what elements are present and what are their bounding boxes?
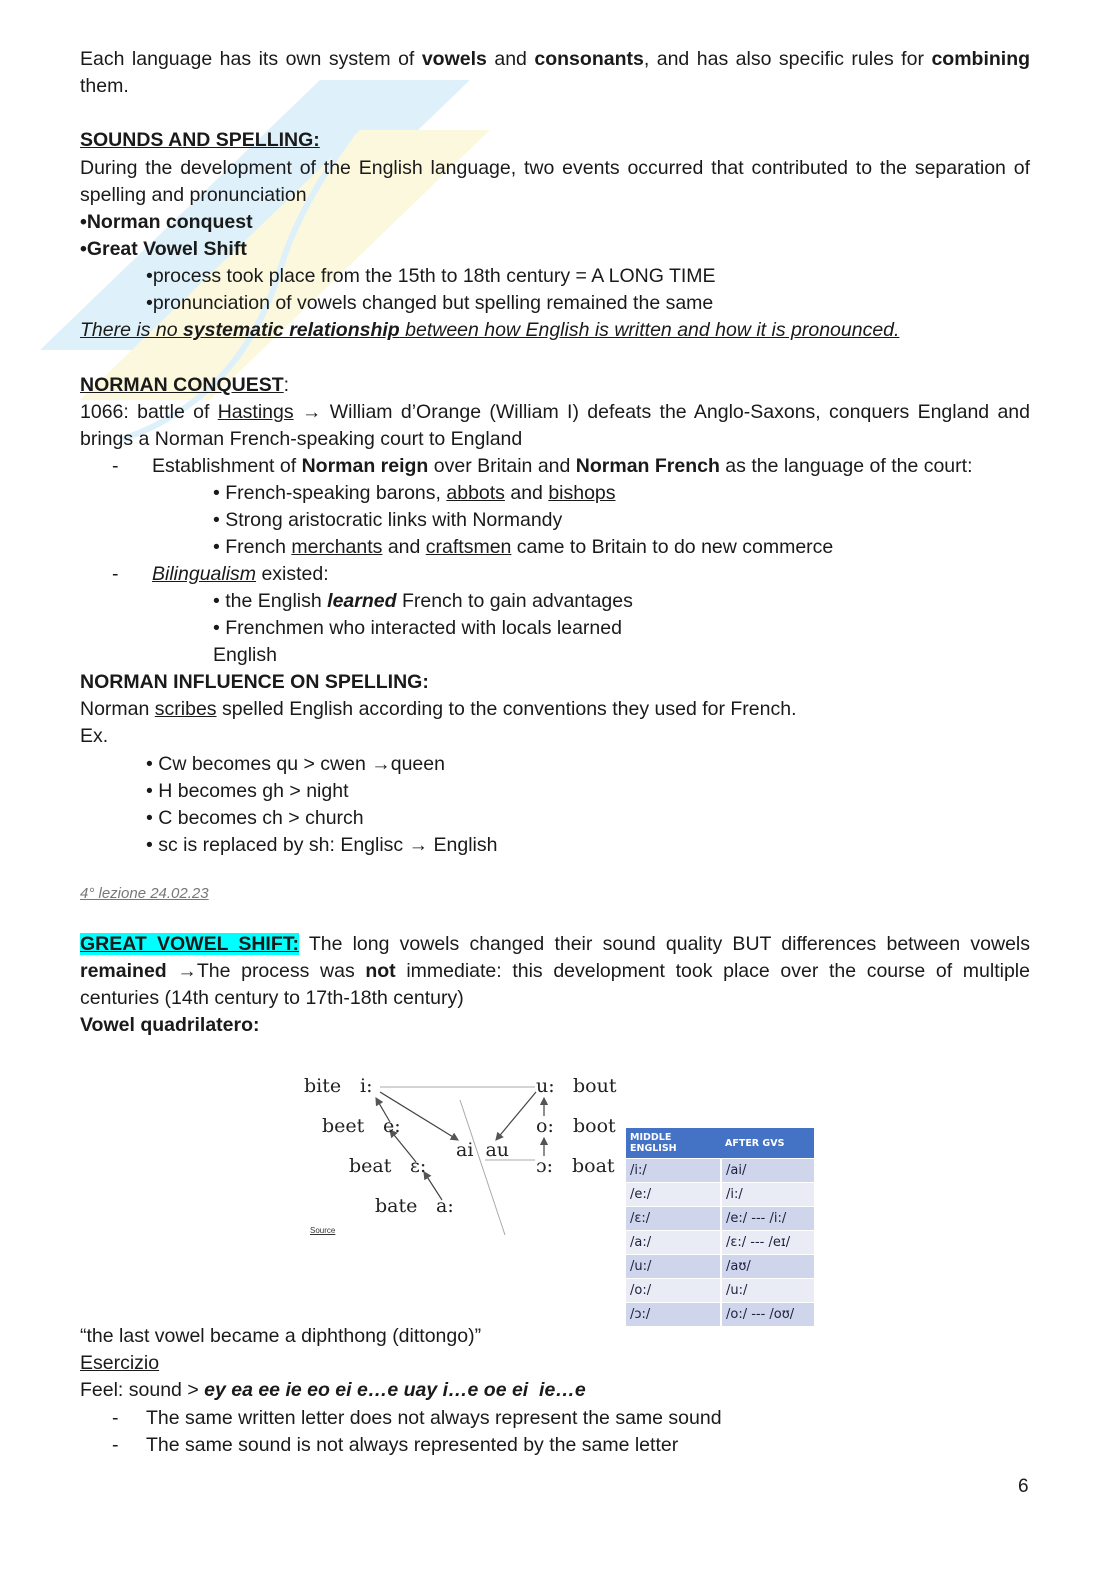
table-row: /e:/ /i:/: [626, 1183, 814, 1207]
establishment-line: Establishment of Norman reign over Britain and Norman French as the language of the court:: [152, 455, 973, 477]
word-label: boat: [572, 1155, 615, 1177]
lesson-date: 4° lezione 24.02.23: [80, 885, 209, 902]
influence-paragraph: Norman scribes spelled English according to the conventions they used for French.: [80, 698, 797, 720]
norman-paragraph: 1066: battle of Hastings → William d’Orange (William I) defeats the Anglo-Saxons, conquers England and brings a Norman French-speaking court to England: [80, 401, 1030, 450]
conclusion-1: The same written letter does not always represent the same sound: [146, 1407, 722, 1429]
dash-1: -: [112, 455, 119, 477]
bullet-merchants: • French merchants and craftsmen came to Britain to do new commerce: [213, 536, 834, 558]
bullet-frenchmen-cont: English: [213, 644, 277, 666]
vowel-symbol: u:: [536, 1075, 555, 1097]
table-row: /u:/ /aʊ/: [626, 1255, 814, 1279]
dash-3: -: [112, 1407, 119, 1429]
intro-paragraph: Each language has its own system of vowels and consonants, and has also specific rules for combining them.: [80, 48, 1031, 97]
example-item: • sc is replaced by sh: Englisc → English: [146, 834, 498, 856]
feel-line: Feel: sound > ey ea ee ie eo ei e…e uay i…e oe ei ie…e: [80, 1379, 586, 1401]
vowel-symbol: ɛ:: [410, 1155, 427, 1177]
bullet-norman: •Norman conquest: [80, 211, 253, 233]
norman-heading: NORMAN CONQUEST:: [80, 374, 290, 396]
table-header: AFTER GVS: [721, 1128, 814, 1159]
influence-heading: NORMAN INFLUENCE ON SPELLING:: [80, 671, 429, 693]
word-label: bite: [304, 1075, 342, 1097]
bilingualism-line: Bilingualism existed:: [152, 563, 329, 585]
vowel-symbol: i:: [360, 1075, 373, 1097]
table-row: /ɔ:/ /o:/ --- /oʊ/: [626, 1303, 814, 1327]
systematic-note: There is no systematic relationship between how English is written and how it is pronounced.: [80, 319, 900, 341]
bullet-english-learned: • the English learned French to gain advantages: [213, 590, 633, 612]
vowel-quadrilateral-label: Vowel quadrilatero:: [80, 1014, 260, 1036]
sub-bullet-1: •process took place from the 15th to 18th century = A LONG TIME: [146, 265, 716, 287]
dash-4: -: [112, 1434, 119, 1456]
bullet-gvs: •Great Vowel Shift: [80, 238, 247, 260]
example-item: • C becomes ch > church: [146, 807, 364, 829]
word-label: boot: [573, 1115, 616, 1137]
sub-bullet-2: •pronunciation of vowels changed but spelling remained the same: [146, 292, 714, 314]
vowel-symbol: o:: [536, 1115, 554, 1137]
word-label: beet: [322, 1115, 365, 1137]
word-label: bout: [573, 1075, 617, 1097]
vowel-symbol: ɔ:: [536, 1155, 554, 1177]
bullet-barons: • French-speaking barons, abbots and bishops: [213, 482, 616, 504]
bullet-links: • Strong aristocratic links with Normandy: [213, 509, 563, 531]
vowel-symbol: a:: [436, 1195, 454, 1217]
diphthongs: ai au: [456, 1139, 510, 1161]
word-label: bate: [375, 1195, 418, 1217]
sounds-paragraph: During the development of the English language, two events occurred that contributed to the separation of spelling and pronunciation: [80, 157, 1030, 206]
example-item: • H becomes gh > night: [146, 780, 349, 802]
example-label: Ex.: [80, 725, 109, 747]
vowel-symbol: e:: [383, 1115, 401, 1137]
word-label: beat: [349, 1155, 392, 1177]
table-row: /a:/ /ɛ:/ --- /eɪ/: [626, 1231, 814, 1255]
table-row: /ɛ:/ /e:/ --- /i:/: [626, 1207, 814, 1231]
example-item: • Cw becomes qu > cwen →queen: [146, 753, 445, 775]
table-row: /i:/ /ai/: [626, 1159, 814, 1183]
vowel-shift-table: [626, 1128, 814, 1326]
diphthong-quote: “the last vowel became a diphthong (dittongo)”: [80, 1325, 482, 1347]
vowel-shift-diagram: [300, 1070, 620, 1250]
table-header: MIDDLE ENGLISH: [626, 1128, 721, 1159]
gvs-paragraph: GREAT VOWEL SHIFT: The long vowels changed their sound quality BUT differences between vowels remained →The process was not immediate: this development took place over the course of multiple centuries (14th century to 17th-18th century): [80, 933, 1030, 1009]
bullet-frenchmen: • Frenchmen who interacted with locals learned: [213, 617, 622, 639]
conclusion-2: The same sound is not always represented by the same letter: [146, 1434, 679, 1456]
page-number: 6: [1018, 1476, 1029, 1497]
table-row: /o:/ /u:/: [626, 1279, 814, 1303]
source-link[interactable]: Source: [310, 1226, 336, 1235]
sounds-heading: SOUNDS AND SPELLING:: [80, 129, 320, 151]
dash-2: -: [112, 563, 119, 585]
exercise-label: Esercizio: [80, 1352, 160, 1374]
